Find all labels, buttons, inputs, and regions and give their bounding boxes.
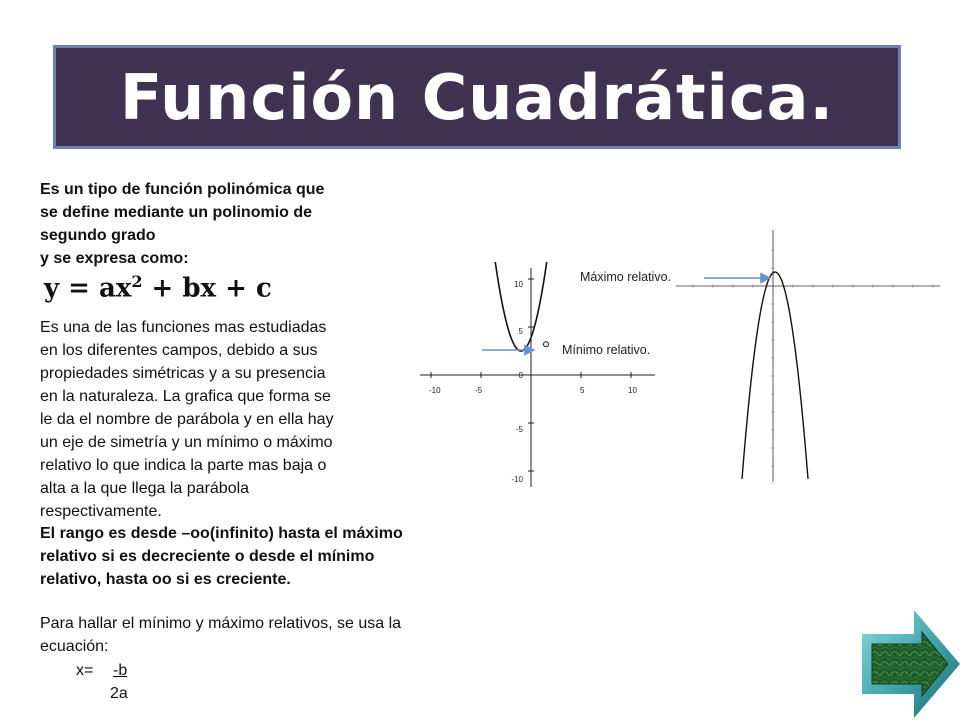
paragraph-line: le da el nombre de parábola y en ella hay (40, 411, 334, 428)
y-tick-label: 0 (518, 371, 523, 380)
x-tick-label: -5 (475, 386, 483, 395)
range-line: El rango es desde –oo(infinito) hasta el máximo (40, 525, 403, 542)
title-banner (53, 45, 901, 149)
axis-ticks (693, 250, 933, 484)
range-line: relativo, hasta oo si es creciente. (40, 571, 291, 588)
y-tick-label: 10 (514, 280, 523, 289)
quadratic-formula (44, 272, 272, 304)
method-line-1: Para hallar el mínimo y máximo relativos, se usa la (40, 615, 402, 632)
min-annotation-label: Mínimo relativo. (562, 343, 651, 357)
paragraph-line: en la naturaleza. La grafica que forma se (40, 388, 331, 405)
equation-numerator: -b (113, 662, 128, 679)
y-tick-label: 5 (518, 327, 523, 336)
slide-title: Función Cuadrática. (119, 60, 835, 134)
intro-line-1: Es un tipo de función polinómica que (40, 181, 325, 198)
y-tick-label: -5 (515, 425, 523, 434)
parabola-curve (485, 262, 555, 351)
intro-line-4: y se expresa como: (40, 250, 189, 267)
intro-line-3: segundo grado (40, 227, 156, 244)
x-tick-labels (429, 386, 637, 395)
equation-x-label: x= (76, 662, 94, 679)
x-tick-label: 10 (628, 386, 637, 395)
paragraph-line: propiedades simétricas y a su presencia (40, 365, 326, 382)
paragraph-line: relativo lo que indica la parte mas baja o (40, 457, 327, 474)
method-line-2: ecuación: (40, 638, 109, 655)
x-tick-label: -10 (429, 386, 441, 395)
paragraph-line: un eje de simetría y un mínimo o máximo (40, 434, 333, 451)
y-tick-label: -10 (511, 475, 523, 484)
vertex-point (544, 342, 549, 347)
minimum-parabola-graph (410, 262, 660, 492)
formula-exponent: 2 (131, 272, 143, 291)
intro-line-2: se define mediante un polinomio de (40, 204, 313, 221)
x-tick-label: 5 (580, 386, 585, 395)
paragraph-line: Es una de las funciones mas estudiadas (40, 319, 327, 336)
formula-lhs: y = ax (44, 273, 132, 304)
formula-rhs: + bx + c (142, 273, 272, 304)
paragraph-line: alta a la que llega la parábola (40, 480, 250, 497)
right-arrow-icon (862, 610, 960, 718)
y-tick-labels (511, 280, 523, 484)
range-line: relativo si es decreciente o desde el mínimo (40, 548, 375, 565)
max-annotation-label: Máximo relativo. (580, 270, 671, 284)
maximum-parabola-graph (672, 228, 944, 484)
paragraph-line: respectivamente. (40, 503, 162, 520)
equation-denominator: 2a (110, 685, 128, 702)
paragraph-line: en los diferentes campos, debido a sus (40, 342, 318, 359)
next-slide-button[interactable] (862, 610, 960, 718)
